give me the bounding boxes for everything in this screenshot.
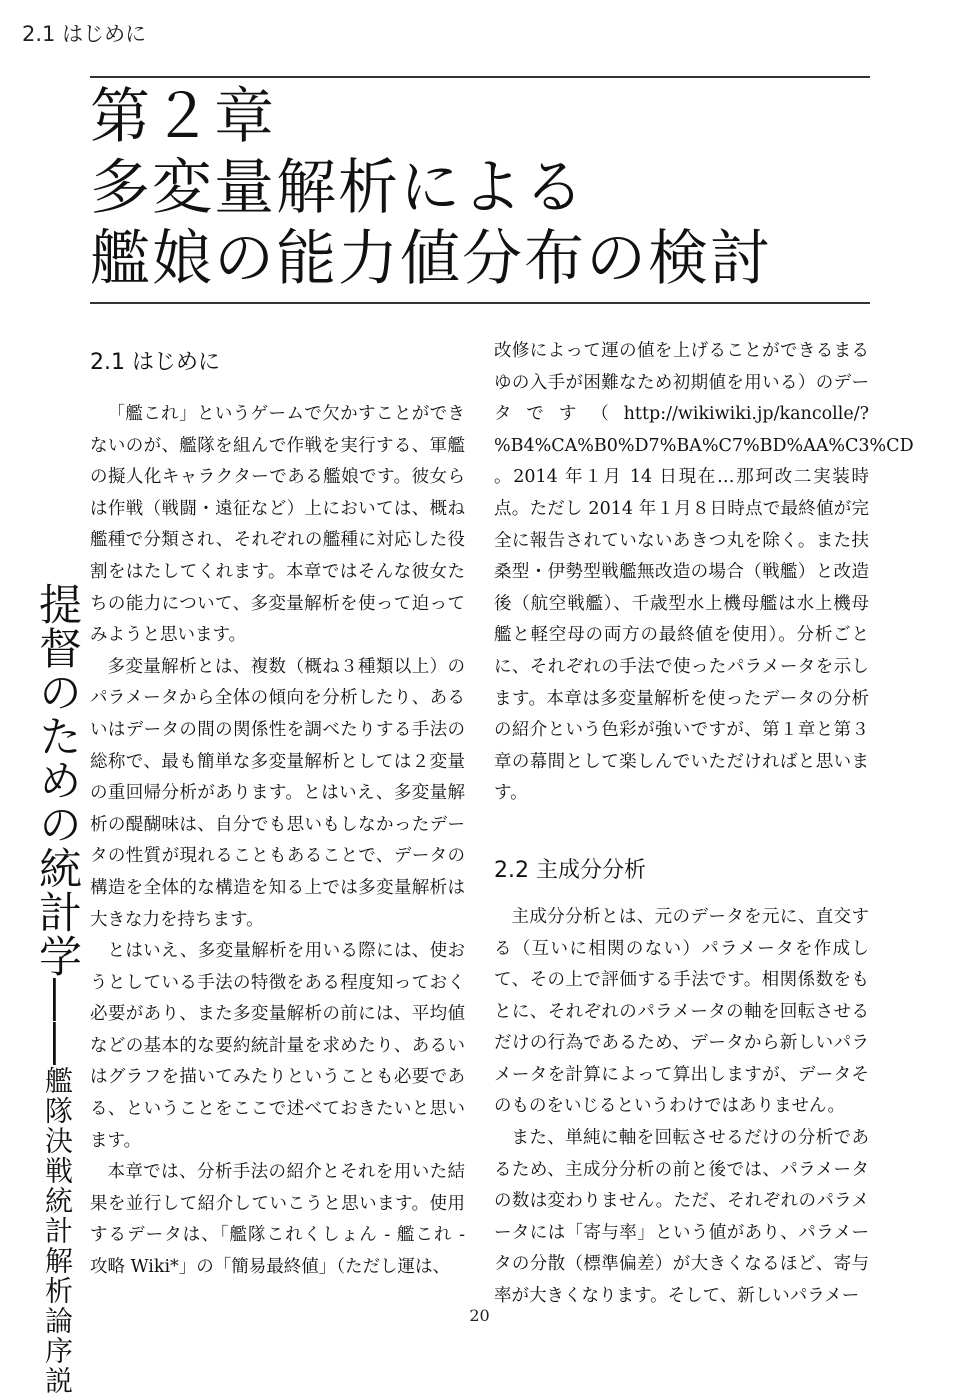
paragraph: 本章では、分析手法の紹介とそれを用いた結果を並行して紹介していこうと思います。使用するデータは、「艦隊これくしょん - 艦これ - 攻略 Wiki*」の「簡易最終値」（ただし運は、 <box>90 1162 465 1278</box>
title-bottom-rule <box>90 302 870 304</box>
paragraph: 多変量解析とは、複数（概ね３種類以上）のパラメータから全体の傾向を分析したり、あるいはデータの間の関係性を調べたりする手法の総称で、最も簡単な多変量解析としては２変量の重回帰分析があります。とはいえ、多変量解析の醍醐味は、自分でも思いもしなかったデータの性質が現れることもあることで、データの構造を全体的な構造を知る上では多変量解析は大きな力を持ちます。 <box>90 656 465 930</box>
book-title-dash: ―― <box>32 978 82 1066</box>
paragraph: とはいえ、多変量解析を用いる際には、使おうとしている手法の特徴をある程度知っておく必要があり、また多変量解析の前には、平均値などの基本的な要約統計量を求めたり、あるいはグラフを描いてみたりということも必要である、ということをここで述べておきたいと思います。 <box>90 941 465 1151</box>
running-head: 2.1 はじめに <box>22 22 147 46</box>
paragraph-continuation: 改修によって運の値を上げることができるまるゆの入手が困難なため初期値を用いる）のデータです（http://wikiwiki.jp/kancolle/?%B4%CA%B0%D7%BA%C7%BD%AA%C3%CD 。2014 年１月 14 日現在…那珂改二実装時点。ただし 2014 年１月８日時点で最終値が完全に報告されていないあきつ丸を除く。また扶桑型・伊勢型戦艦無改造の場合（戦艦）と改造後（航空戦艦）、千歳型水上機母艦は水上機母艦と軽空母の両方の最終値を使用）。分析ごとに、それぞれの手法で使ったパラメータを示します。本章は多変量解析を使ったデータの分析の紹介という色彩が強いですが、第１章と第３章の幕間として楽しんでいただければと思います。 <box>494 341 914 804</box>
section-heading-2-1: 2.1 はじめに <box>90 350 220 375</box>
right-column <box>494 336 914 1313</box>
chapter-title-line-1: 多変量解析による <box>90 153 586 223</box>
title-top-rule <box>90 76 870 78</box>
chapter-number: 第２章 <box>90 82 276 152</box>
vertical-book-title <box>22 582 86 1396</box>
chapter-title-line-2: 艦娘の能力値分布の検討 <box>90 224 772 294</box>
paragraph: 主成分分析とは、元のデータを元に、直交する（互いに相関のない）パラメータを作成して、その上で評価する手法です。相関係数をもとに、それぞれのパラメータの軸を回転させるだけの行為であるため、データから新しいパラメータを計算によって算出しますが、データそのものをいじるというわけではありません。 <box>494 906 869 1117</box>
book-title: 提督のための統計学 <box>32 582 82 978</box>
page-number: 20 <box>469 1306 490 1325</box>
paragraph: 「艦これ」というゲームで欠かすことができないのが、艦隊を組んで作戦を実行する、軍艦の擬人化キャラクターである艦娘です。彼女らは作戦（戦闘・遠征など）上においては、概ね艦種で分類され、それぞれの艦種に対応した役割をはたしてくれます。本章ではそんな彼女たちの能力について、多変量解析を使って迫ってみようと思います。 <box>90 404 465 646</box>
chapter-title <box>90 82 870 295</box>
left-column <box>90 348 465 1284</box>
book-subtitle: 艦隊決戦統計解析論序説 <box>41 1066 74 1396</box>
section-heading-2-2: 2.2 主成分分析 <box>494 857 646 883</box>
paragraph: また、単純に軸を回転させるだけの分析であるため、主成分分析の前と後では、パラメータの数は変わりません。ただ、それぞれのパラメータには「寄与率」という値があり、パラメータの分散（標準偏差）が大きくなるほど、寄与率が大きくなります。そして、新しいパラメー <box>494 1128 869 1307</box>
